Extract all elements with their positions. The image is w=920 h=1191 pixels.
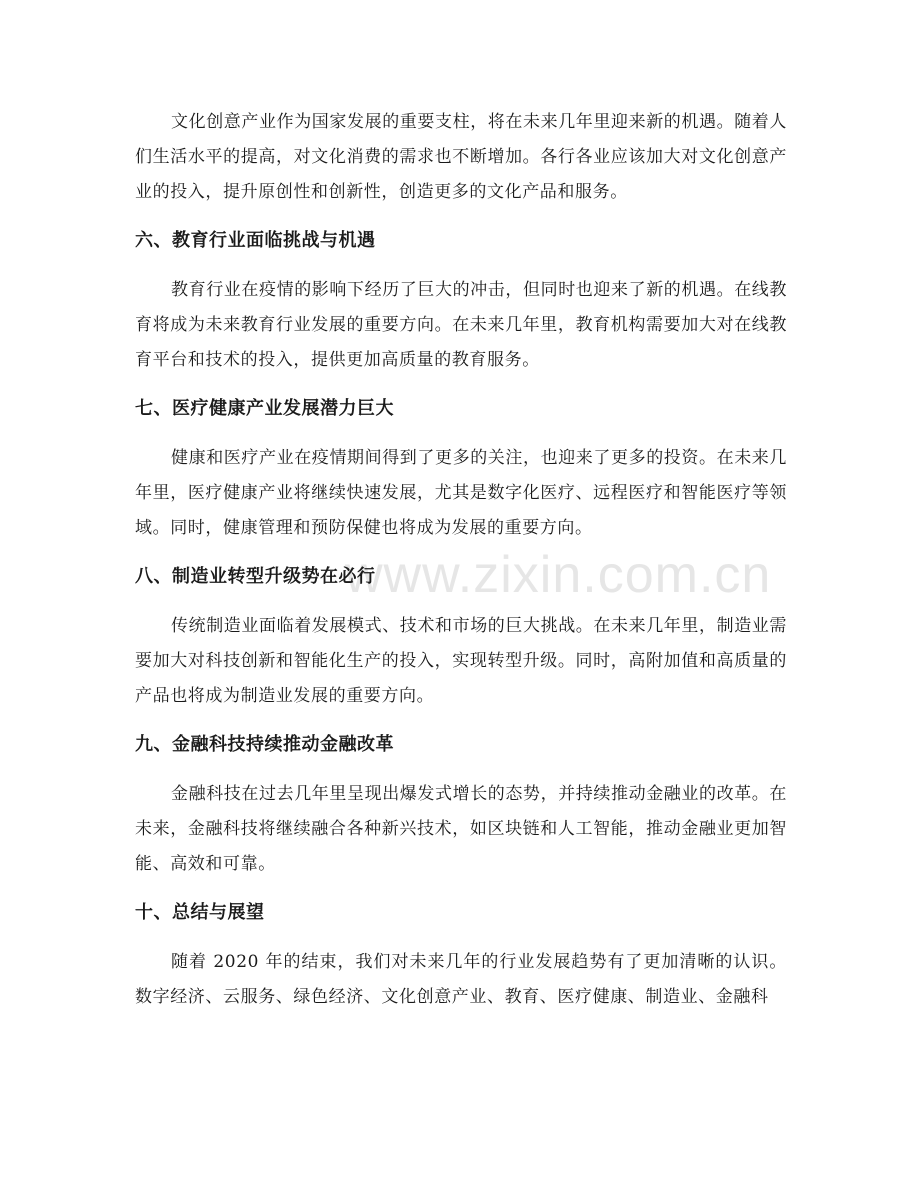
- section-heading: 六、教育行业面临挑战与机遇: [135, 230, 376, 251]
- section-heading: 八、制造业转型升级势在必行: [135, 566, 376, 587]
- section-heading: 十、总结与展望: [135, 902, 265, 923]
- section-heading: 七、医疗健康产业发展潜力巨大: [135, 398, 394, 419]
- section-heading: 九、金融科技持续推动金融改革: [135, 734, 394, 755]
- section-paragraph: 健康和医疗产业在疫情期间得到了更多的关注，也迎来了更多的投资。在未来几年里，医疗健康产业将继续快速发展，尤其是数字化医疗、远程医疗和智能医疗等领域。同时，健康管理和预防保健也将成为发展的重要方向。: [135, 448, 787, 538]
- section-paragraph: 随着 2020 年的结束，我们对未来几年的行业发展趋势有了更加清晰的认识。数字经济、云服务、绿色经济、文化创意产业、教育、医疗健康、制造业、金融科: [135, 952, 787, 1007]
- intro-paragraph: 文化创意产业作为国家发展的重要支柱，将在未来几年里迎来新的机遇。随着人们生活水平的提高，对文化消费的需求也不断增加。各行各业应该加大对文化创意产业的投入，提升原创性和创新性，创造更多的文化产品和服务。: [135, 112, 787, 202]
- document-body: [135, 105, 787, 1015]
- section-paragraph: 传统制造业面临着发展模式、技术和市场的巨大挑战。在未来几年里，制造业需要加大对科技创新和智能化生产的投入，实现转型升级。同时，高附加值和高质量的产品也将成为制造业发展的重要方向。: [135, 616, 787, 706]
- section-paragraph: 教育行业在疫情的影响下经历了巨大的冲击，但同时也迎来了新的机遇。在线教育将成为未来教育行业发展的重要方向。在未来几年里，教育机构需要加大对在线教育平台和技术的投入，提供更加高质量的教育服务。: [135, 280, 787, 370]
- section-paragraph: 金融科技在过去几年里呈现出爆发式增长的态势，并持续推动金融业的改革。在未来，金融科技将继续融合各种新兴技术，如区块链和人工智能，推动金融业更加智能、高效和可靠。: [135, 784, 787, 874]
- watermark: www.zixin.com.cn: [345, 546, 772, 604]
